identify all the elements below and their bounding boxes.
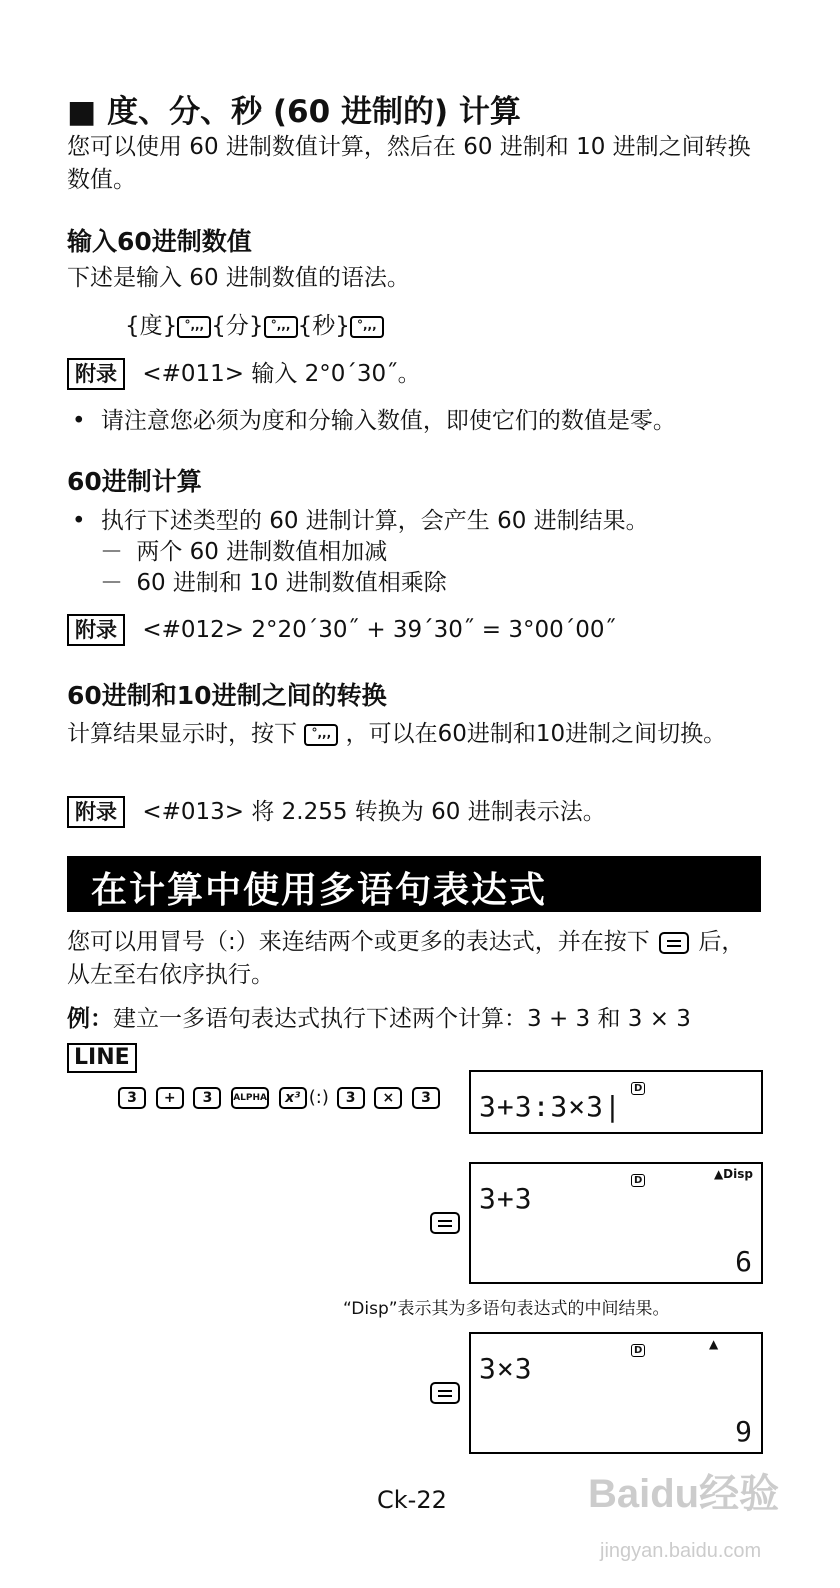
key-3: 3 [193, 1087, 221, 1109]
banner-title: 在计算中使用多语句表达式 [91, 870, 548, 911]
dms-key-icon: °,,, [350, 316, 384, 338]
section-title: ■ 度、分、秒 (60 进制的) 计算 [67, 94, 521, 130]
appendix-text: <#013> 将 2.255 转换为 60 进制表示法。 [142, 799, 606, 825]
key-3: 3 [412, 1087, 440, 1109]
calc-screen-1 [469, 1070, 763, 1134]
line-badge: LINE [67, 1043, 137, 1073]
convert-text-a: 计算结果显示时，按下 [67, 721, 297, 747]
equals-key-2 [428, 1212, 462, 1234]
example-line [67, 1003, 691, 1036]
key-sequence [116, 1087, 442, 1109]
note-bullet [72, 405, 676, 438]
appendix-badge: 附录 [67, 358, 125, 390]
deg-indicator: D [631, 1338, 645, 1357]
dash-text: 60 进制和 10 进制数值相乘除 [136, 570, 447, 596]
input-text: 下述是输入 60 进制数值的语法。 [67, 265, 410, 291]
dms-key-icon: °,,, [264, 316, 298, 338]
multi-intro-a: 您可以用冒号（:）来连结两个或更多的表达式，并在按下 [67, 929, 650, 955]
calc-bullet [72, 505, 649, 538]
input-heading: 输入60进制数值 [67, 227, 252, 256]
dms-syntax [125, 310, 384, 343]
example-label: 例： [67, 1006, 113, 1032]
example-text: 建立一多语句表达式执行下述两个计算：3 + 3 和 3 × 3 [113, 1006, 691, 1032]
appendix-badge: 附录 [67, 796, 125, 828]
screen-expression: 3+3 [479, 1182, 533, 1215]
dash-text: 两个 60 进制数值相加减 [136, 539, 388, 565]
up-arrow-indicator: ▲ [709, 1337, 719, 1351]
screen-result: 6 [735, 1245, 753, 1278]
syntax-second: {秒} [297, 313, 350, 339]
equals-key-icon [430, 1212, 460, 1234]
deg-indicator: D [631, 1168, 645, 1187]
deg-indicator: D [631, 1076, 645, 1095]
colon-label: (:) [308, 1087, 329, 1108]
appendix-013 [67, 796, 606, 829]
key-plus: + [156, 1087, 184, 1109]
syntax-minute: {分} [211, 313, 264, 339]
note-text: 请注意您必须为度和分输入数值，即使它们的数值是零。 [100, 408, 676, 434]
calc-bullet-text: 执行下述类型的 60 进制计算，会产生 60 进制结果。 [100, 508, 649, 534]
equals-key-3 [428, 1382, 462, 1404]
multi-intro-b: 后，从左至右依序执行。 [67, 929, 745, 988]
watermark-url: jingyan.baidu.com [600, 1540, 762, 1562]
multi-intro [67, 926, 767, 992]
disp-caption: “Disp”表示其为多语句表达式的中间结果。 [343, 1299, 670, 1319]
equals-key-icon [659, 932, 689, 954]
convert-text-b: ，可以在60进制和10进制之间切换。 [345, 721, 727, 747]
dms-key-icon: °,,, [304, 724, 338, 746]
key-3: 3 [118, 1087, 146, 1109]
appendix-text: <#012> 2°20´30˝ + 39´30˝ = 3°00´00˝ [142, 617, 616, 643]
appendix-badge: 附录 [67, 614, 125, 646]
convert-heading: 60进制和10进制之间的转换 [67, 681, 387, 710]
appendix-text: <#011> 输入 2°0´30˝。 [142, 361, 421, 387]
mode-badge [67, 1043, 137, 1073]
key-times: × [374, 1087, 402, 1109]
key-3: 3 [337, 1087, 365, 1109]
appendix-012 [67, 614, 616, 647]
screen-expression: 3+3:3×3| [479, 1090, 622, 1123]
screen-expression: 3×3 [479, 1352, 533, 1385]
section-banner [67, 856, 761, 912]
dash-icon: － [100, 570, 123, 596]
key-x-cubed: x³ [279, 1087, 307, 1109]
page-number: Ck-22 [377, 1486, 447, 1514]
calc-dash-2 [100, 567, 447, 600]
screen-result: 9 [735, 1415, 753, 1448]
bullet-icon: • [72, 508, 86, 534]
calc-dash-1 [100, 536, 387, 569]
equals-key-icon [430, 1382, 460, 1404]
key-alpha: ALPHA [231, 1087, 269, 1109]
syntax-degree: {度} [125, 313, 178, 339]
calc-heading: 60进制计算 [67, 467, 202, 496]
dms-key-icon: °,,, [177, 316, 211, 338]
calc-screen-3 [469, 1332, 763, 1454]
dash-icon: － [100, 539, 123, 565]
bullet-icon: • [72, 408, 86, 434]
watermark-brand: Baidu经验 [588, 1472, 780, 1516]
convert-text [67, 718, 767, 751]
calc-screen-2 [469, 1162, 763, 1284]
appendix-011 [67, 358, 421, 391]
section-intro: 您可以使用 60 进制数值计算，然后在 60 进制和 10 进制之间转换数值。 [67, 134, 751, 193]
disp-indicator: ▲Disp [713, 1167, 753, 1181]
